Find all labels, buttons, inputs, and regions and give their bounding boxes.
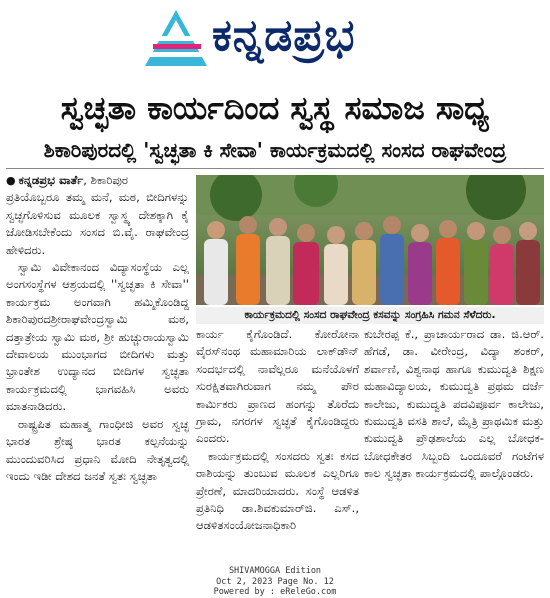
- article-column-2: [196, 326, 359, 535]
- edition-label: SHIVAMOGGA Edition: [228, 566, 322, 576]
- byline: [6, 172, 189, 189]
- bullet-icon: ●: [6, 174, 16, 187]
- article-headline: ಸ್ವಚ್ಛತಾ ಕಾರ್ಯದಿಂದ ಸ್ವಸ್ಥ ಸಮಾಜ ಸಾಧ್ಯ: [60, 89, 490, 127]
- news-photo: [196, 175, 544, 305]
- date-page-label: Oct 2, 2023 Page No. 12: [216, 576, 334, 587]
- byline-place: , ಶಿಕಾರಿಪುರ: [83, 173, 129, 187]
- paragraph: ಪ್ರತಿಯೊಬ್ಬರೂ ತಮ್ಮ ಮನೆ, ಮಠ, ಬೀದಿಗಳನ್ನು ಸ್ವಚ್ಛಗೊಳಿಸುವ ಮೂಲಕ ಸ್ವಾಸ್ಥ್ಯ ದೇಶಕ್ಕಾಗಿ ಕೈ ಜೋಡಿಸಬೇಕೆಂದು ಸಂಸದ ಬಿ.ವೈ. ರಾಘವೇಂದ್ರ ಹೇಳಿದರು.: [6, 190, 189, 257]
- page-footer: [0, 566, 550, 598]
- masthead: [0, 0, 550, 84]
- photo-caption: ಕಾರ್ಯಕ್ರಮದಲ್ಲಿ ಸಂಸದ ರಾಘವೇಂದ್ರ ಕಸವನ್ನು ಸಂಗ್ರಹಿಸಿ ಗಮನ ಸೆಳೆದರು.: [196, 307, 544, 324]
- article-column-1: [6, 172, 189, 485]
- paragraph: ರಾಷ್ಟ್ರಪಿತ ಮಹಾತ್ಮ ಗಾಂಧೀಜಿ ಅವರ ಸ್ವಚ್ಛ ಭಾರತ ಶ್ರೇಷ್ಠ ಭಾರತ ಕಲ್ಪನೆಯನ್ನು ಮುಂದುವರಿಸಿದ ಪ್ರಧಾನಿ ಮೋದಿ ನೇತೃತ್ವದಲ್ಲಿ ಇಂದು ಇಡೀ ದೇಶದ ಜನತೆ ಸ್ವತಃ ಸ್ವಚ್ಛತಾ: [6, 416, 189, 483]
- paragraph: ಸ್ವಾಮಿ ವಿವೇಕಾನಂದ ವಿದ್ಯಾಸಂಸ್ಥೆಯ ಎಲ್ಲ ಅಂಗಸಂಸ್ಥೆಗಳ ಆಶ್ರಯದಲ್ಲಿ ''ಸ್ವಚ್ಛತಾ ಕಿ ಸೇವಾ'' ಕಾರ್ಯಕ್ರಮ ಅಂಗವಾಗಿ ಹಮ್ಮಿಕೊಂಡಿದ್ದ ಶಿಕಾರಿಪುರದಶ್ರೀರಾಘವೇಂದ್ರಸ್ವಾಮಿ ಮಠ, ದತ್ತಾತ್ರೇಯ ಸ್ವಾಮಿ ಮಠ, ಶ್ರೀ ಹುಚ್ಚುರಾಯಸ್ವಾಮಿ ದೇವಾಲಯ ಮುಂಭಾಗದ ಬೀದಿಗಳು ಮತ್ತು ಭ್ರಾಂತೇಶ ಉದ್ಯಾನದ ಬೀದಿಗಳ ಸ್ವಚ್ಛತಾ ಕಾರ್ಯಕ್ರಮದಲ್ಲಿ ಭಾಗವಹಿಸಿ ಅವರು ಮಾತನಾಡಿದರು.: [6, 260, 189, 414]
- paragraph: ಕಾರ್ಯ ಕೈಗೊಂಡಿದೆ. ಕೋರೋನಾ ವೈರಸ್‌ನಂಥ ಮಹಾಮಾರಿಯ ಲಾಕ್‌ಡೌನ್ ಸಂದರ್ಭದಲ್ಲಿ ನಾವೆಲ್ಲರೂ ಮನೆಯೊಳಗೆ ಸುರಕ್ಷಿತವಾಗಿರುವಾಗ ನಮ್ಮ ಪೌರ ಕಾರ್ಮಿಕರು ಪ್ರಾಣದ ಹಂಗನ್ನು ತೊರೆದು ಗ್ರಾಮ, ನಗರಗಳ ಸ್ವಚ್ಛತೆ ಕೈಗೊಂಡಿದ್ದರು ಎಂದರು.: [196, 327, 359, 446]
- article-column-3: [364, 326, 544, 483]
- brand-name[interactable]: ಕನ್ನಡಪ್ರಭ: [212, 10, 356, 61]
- photo-illustration: [196, 175, 544, 305]
- paragraph: ಕುಬೇರಪ್ಪ ಕೆ., ಪ್ರಾಚಾರ್ಯರಾದ ಡಾ. ಜಿ.ಆರ್. ಹೆಗಡೆ, ಡಾ. ವೀರೇಂದ್ರ, ವಿದ್ಯಾ ಶಂಕರ್, ಶರ್ವಾಣಿ, ವಿಶ್ವನಾಥ ಹಾಗೂ ಕುಮುದ್ವತಿ ಶಿಕ್ಷಣ ಮಹಾವಿದ್ಯಾಲಯ, ಕುಮುದ್ವತಿ ಪ್ರಥಮ ದರ್ಜೆ ಕಾಲೇಜು, ಕುಮುದ್ವತಿ ಪದವಿಪೂರ್ವ ಕಾಲೇಜು, ಕುಮುದ್ವತಿ ವಸತಿ ಶಾಲೆ, ಮೈತ್ರಿ ಪ್ರಾಥಮಿಕ ಮತ್ತು ಕುಮುದ್ವತಿ ಪ್ರೌಢಶಾಲೆಯ ಎಲ್ಲ ಬೋಧಕ-ಬೋಧಕೇತರ ಸಿಬ್ಬಂದಿ ಒಂದೂವರೆ ಗಂಟೆಗಳ ಕಾಲ ಸ್ವಚ್ಛತಾ ಕಾರ್ಯಕ್ರಮದಲ್ಲಿ ಪಾಲ್ಗೊಂಡರು.: [364, 327, 544, 481]
- byline-source: ಕನ್ನಡಪ್ರಭ ವಾರ್ತೆ: [18, 173, 84, 187]
- divider: [6, 168, 544, 169]
- powered-by-link[interactable]: Powered by : eReleGo.com: [213, 587, 337, 597]
- kannada-prabha-logo-icon: [143, 8, 209, 68]
- paragraph: ಕಾರ್ಯಕ್ರಮದಲ್ಲಿ ಸಂಸದರು ಸ್ವತಃ ಕಸದ ರಾಶಿಯನ್ನು ತುಂಬುವ ಮೂಲಕ ಎಲ್ಲರಿಗೂ ಪ್ರೇರಣೆ, ಮಾದರಿಯಾದರು. ಸಂಸ್ಥೆ ಆಡಳಿತ ಪ್ರತಿನಿಧಿ ಡಾ.ಶಿವಕುಮಾರ್‌ಜಿ. ಎಸ್., ಆಡಳಿತಸಂಯೋಜನಾಧಿಕಾರಿ: [196, 448, 359, 533]
- article-subheadline: ಶಿಕಾರಿಪುರದಲ್ಲಿ 'ಸ್ವಚ್ಛತಾ ಕಿ ಸೇವಾ' ಕಾರ್ಯಕ್ರಮದಲ್ಲಿ ಸಂಸದ ರಾಘವೇಂದ್ರ: [43, 138, 507, 162]
